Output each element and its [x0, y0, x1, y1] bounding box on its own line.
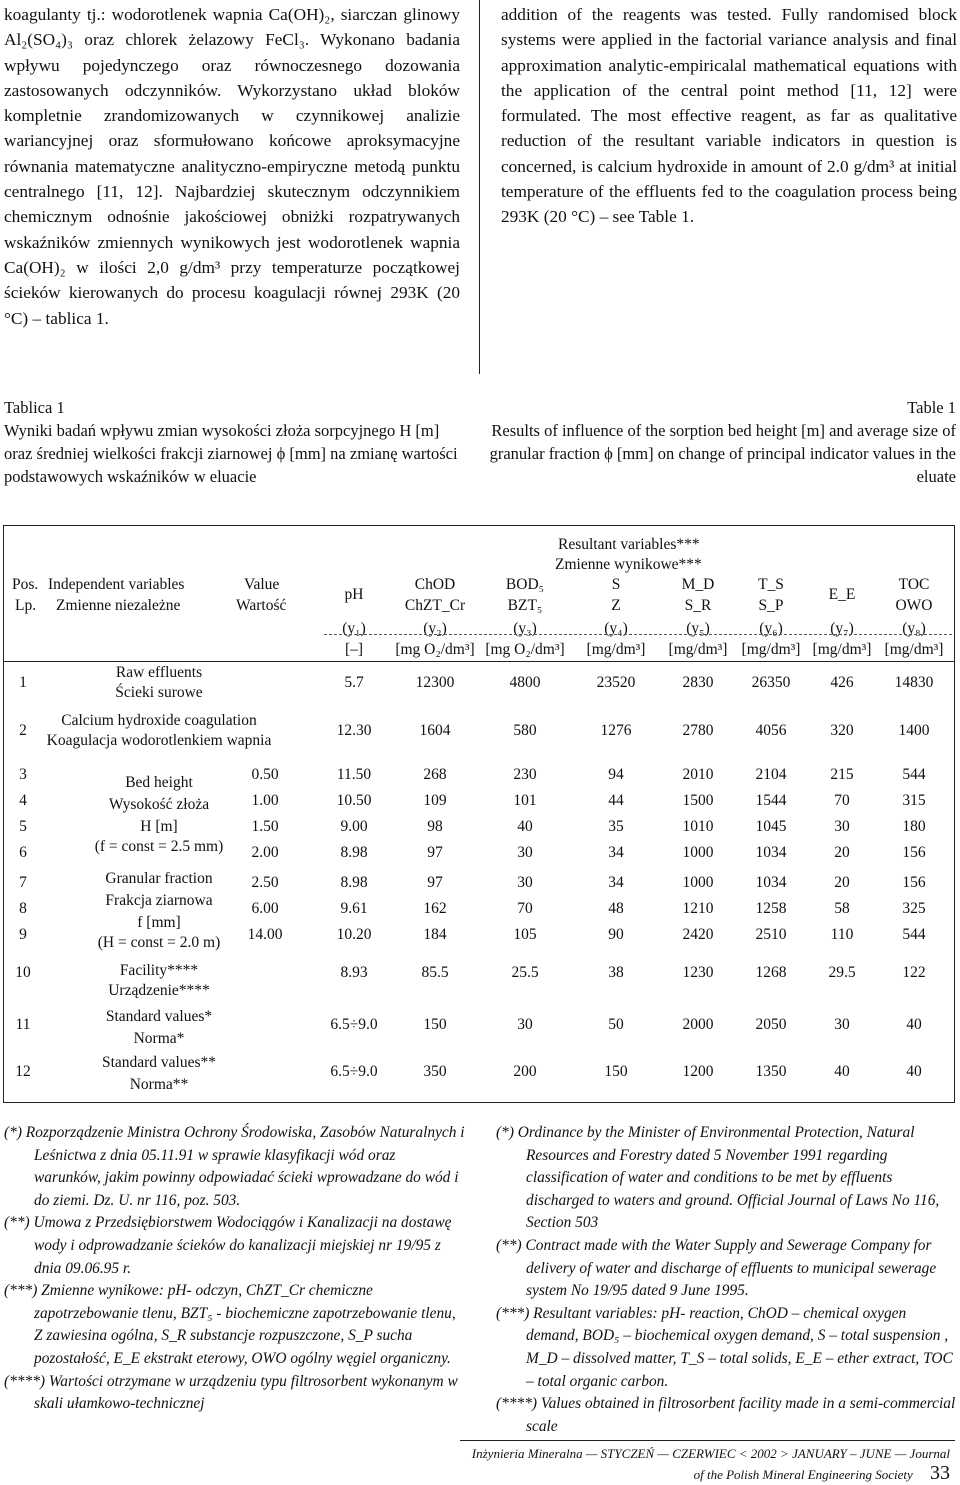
cell-value: 40	[834, 1063, 850, 1080]
cell-value: 2010	[682, 766, 714, 783]
caption-text: Results of influence of the sorption bed height [m] and average size of granular fraction ϕ [mm] on change of principal indicator values in the eluate	[489, 421, 956, 486]
cell-value: 325	[902, 900, 926, 917]
cell-value: 8.98	[340, 844, 368, 861]
group-label-line: Facility****	[119, 962, 199, 979]
group-label-line: Calcium hydroxide coagulation	[61, 712, 257, 729]
col-header-unit: [mg/dm³]	[586, 641, 646, 658]
col-header-en: pH	[344, 586, 364, 603]
column-divider	[479, 0, 480, 374]
group-label-line: f [mm]	[137, 914, 181, 931]
footnote: (*) Rozporządzenie Ministra Ochrony Środowiska, Zasobów Naturalnych i Leśnictwa z dnia 05.11.91 w sprawie klasyfikacji wód oraz warunków, jakim powinny odpowiadać ścieki wprowadzane do wód i do ziemi. Dz. U. nr 116, poz. 503.	[4, 1124, 465, 1209]
footnote: (****) Wartości otrzymane w urządzeniu typu filtrosorbent wykonanym w skali ułamkowo-technicznej	[4, 1372, 458, 1413]
col-header-pos: Pos.	[12, 576, 39, 593]
col-header-unit: [mg O₂/dm³]	[485, 641, 565, 658]
cell-value: 150	[423, 1016, 447, 1033]
col-header-y: (y₆)	[759, 620, 783, 637]
col-header-en: M_D	[681, 576, 715, 593]
col-header-pl: BZT₅	[507, 597, 543, 614]
cell-value: 230	[513, 766, 537, 783]
row-value: 6.00	[251, 900, 279, 917]
header-separator	[4, 661, 954, 662]
cell-value: 40	[906, 1063, 922, 1080]
col-header-pl: OWO	[895, 597, 933, 614]
cell-value: 1000	[682, 874, 714, 891]
cell-value: 50	[608, 1016, 624, 1033]
cell-value: 350	[423, 1063, 447, 1080]
row-value: 2.00	[251, 844, 279, 861]
row-pos: 7	[19, 874, 27, 891]
col-header-y: (y₁)	[342, 620, 366, 637]
cell-value: 35	[608, 818, 624, 835]
cell-value: 1350	[755, 1063, 787, 1080]
col-header-indep-en: Independent variables	[48, 576, 185, 593]
caption-label: Tablica 1	[4, 398, 65, 417]
group-label-line: Norma**	[129, 1076, 189, 1093]
cell-value: 40	[517, 818, 533, 835]
cell-value: 97	[427, 874, 443, 891]
cell-value: 11.50	[336, 766, 372, 783]
cell-value: 180	[902, 818, 926, 835]
col-header-y: (y₃)	[513, 620, 537, 637]
footnote: (***) Zmienne wynikowe: pH- odczyn, ChZT_Cr chemiczne zapotrzebowanie tlenu, BZT₅ - biochemiczne zapotrzebowanie tlenu, Z zawiesina ogólna, S_R substancje rozpuszczone, S_P sucha pozostałość, E_E ekstrakt eterowy, OWO ogólny węgiel organiczny.	[4, 1282, 456, 1367]
cell-value: 580	[513, 722, 537, 739]
col-header-pl: Z	[611, 597, 621, 614]
cell-value: 5.7	[344, 674, 364, 691]
col-header-en: ChOD	[414, 576, 456, 593]
col-header-unit: [mg/dm³]	[668, 641, 728, 658]
page-number: 33	[930, 1462, 950, 1484]
footnote: (***) Resultant variables: pH- reaction, ChOD – chemical oxygen demand, BOD₅ – biochemical oxygen demand, S – total suspension , M_D – dissolved matter, T_S – total solids, E_E – ether extract, TOC – total organic carbon.	[496, 1304, 953, 1390]
cell-value: 1258	[755, 900, 787, 917]
cell-value: 85.5	[421, 964, 449, 981]
cell-value: 1268	[755, 964, 787, 981]
results-table	[3, 525, 955, 1103]
cell-value: 90	[608, 926, 624, 943]
cell-value: 10.50	[336, 792, 372, 809]
caption-text: Wyniki badań wpływu zmian wysokości złoża sorpcyjnego H [m] oraz średniej wielkości frakcji ziarnowej ϕ [mm] na zmianę wartości podstawowych wskaźników w eluacie	[4, 421, 458, 486]
cell-value: 184	[423, 926, 447, 943]
col-header-en: S	[611, 576, 621, 593]
cell-value: 40	[906, 1016, 922, 1033]
row-value: 1.00	[251, 792, 279, 809]
row-pos: 9	[19, 926, 27, 943]
col-header-unit: [–]	[344, 641, 364, 658]
cell-value: 1000	[682, 844, 714, 861]
cell-value: 200	[513, 1063, 537, 1080]
group-label-line: Koagulacja wodorotlenkiem wapnia	[46, 732, 272, 749]
cell-value: 156	[902, 844, 926, 861]
cell-value: 94	[608, 766, 624, 783]
caption-label: Table 1	[907, 398, 956, 417]
cell-value: 1230	[682, 964, 714, 981]
header-resultant-en: Resultant variables***	[558, 536, 700, 553]
col-header-unit: [mg/dm³]	[812, 641, 872, 658]
table-caption-polish	[4, 396, 464, 488]
cell-value: 110	[830, 926, 854, 943]
cell-value: 1500	[682, 792, 714, 809]
group-label-line: (H = const = 2.0 m)	[97, 934, 221, 951]
cell-value: 9.00	[340, 818, 368, 835]
cell-value: 14830	[894, 674, 934, 691]
col-header-en: T_S	[758, 576, 784, 593]
group-label-line: Norma*	[133, 1030, 185, 1047]
cell-value: 44	[608, 792, 624, 809]
body-text-english: addition of the reagents was tested. Fully randomised block systems were applied in the factorial variance analysis and final approximation analytic-empiricalal mathematical equations with the application of the central point method [11, 12] were formulated. The most effective reagent, as far as qualitative reduction of the resultant variable indicators in question is concerned, is calcium hydroxide in amount of 2.0 g/dm³ at initial temperature of the effluents fed to the coagulation process being 293K (20 °C) – see Table 1.	[501, 5, 957, 227]
cell-value: 98	[427, 818, 443, 835]
cell-value: 156	[902, 874, 926, 891]
cell-value: 12300	[415, 674, 455, 691]
group-label-line: Frakcja ziarnowa	[105, 892, 213, 909]
cell-value: 2420	[682, 926, 714, 943]
cell-value: 30	[834, 818, 850, 835]
cell-value: 30	[834, 1016, 850, 1033]
col-header-y: (y₂)	[423, 620, 447, 637]
col-header-unit: [mg O₂/dm³]	[395, 641, 475, 658]
cell-value: 26350	[751, 674, 791, 691]
cell-value: 97	[427, 844, 443, 861]
cell-value: 4056	[755, 722, 787, 739]
group-label-line: Bed height	[125, 774, 193, 791]
footnote: (*) Ordinance by the Minister of Environmental Protection, Natural Resources and Forestry dated 5 November 1991 regarding classification of water and conditions to be met by effluents discharged to waters and ground. Official Journal of Laws No 116, Section 503	[496, 1124, 940, 1232]
cell-value: 1200	[682, 1063, 714, 1080]
cell-value: 6.5÷9.0	[330, 1016, 378, 1033]
cell-value: 1400	[898, 722, 930, 739]
col-header-unit: [mg/dm³]	[741, 641, 801, 658]
footnote: (**) Umowa z Przedsiębiorstwem Wodociągów i Kanalizacji na dostawę wody i odprowadzanie ścieków do kanalizacji miejskiej nr 19/95 z dnia 09.06.95 r.	[4, 1214, 452, 1277]
cell-value: 70	[834, 792, 850, 809]
cell-value: 1604	[419, 722, 451, 739]
cell-value: 315	[902, 792, 926, 809]
col-header-en: TOC	[898, 576, 930, 593]
cell-value: 2830	[682, 674, 714, 691]
row-pos: 5	[19, 818, 27, 835]
cell-value: 162	[423, 900, 447, 917]
cell-value: 426	[830, 674, 854, 691]
cell-value: 101	[513, 792, 537, 809]
cell-value: 1034	[755, 874, 787, 891]
row-pos: 8	[19, 900, 27, 917]
row-pos: 2	[19, 722, 27, 739]
cell-value: 1034	[755, 844, 787, 861]
cell-value: 20	[834, 844, 850, 861]
group-label-line: Standard values**	[101, 1054, 217, 1071]
cell-value: 2780	[682, 722, 714, 739]
group-label-line: Standard values*	[105, 1008, 213, 1025]
header-resultant-pl: Zmienne wynikowe***	[555, 556, 702, 573]
col-header-y: (y₈)	[902, 620, 926, 637]
row-pos: 10	[15, 964, 31, 981]
cell-value: 25.5	[511, 964, 539, 981]
cell-value: 29.5	[828, 964, 856, 981]
group-label-line: (f = const = 2.5 mm)	[94, 838, 224, 855]
cell-value: 30	[517, 844, 533, 861]
cell-value: 544	[902, 766, 926, 783]
col-header-y: (y₅)	[686, 620, 710, 637]
cell-value: 2104	[755, 766, 787, 783]
cell-value: 1045	[755, 818, 787, 835]
col-header-y: (y₇)	[830, 620, 854, 637]
cell-value: 1276	[600, 722, 632, 739]
row-value: 2.50	[251, 874, 279, 891]
cell-value: 12.30	[336, 722, 372, 739]
cell-value: 6.5÷9.0	[330, 1063, 378, 1080]
cell-value: 105	[513, 926, 537, 943]
cell-value: 30	[517, 1016, 533, 1033]
cell-value: 4800	[509, 674, 541, 691]
footnote: (**) Contract made with the Water Supply and Sewerage Company for delivery of water and discharge of effluents to municipal sewerage system No 19/95 dated 9 June 1995.	[496, 1236, 937, 1300]
col-header-pl: ChZT_Cr	[404, 597, 466, 614]
journal-line: Inżynieria Mineralna — STYCZEŃ — CZERWIEC < 2002 > JANUARY – JUNE — Journal of the Polish Mineral Engineering Society	[471, 1446, 950, 1482]
cell-value: 1544	[755, 792, 787, 809]
cell-value: 150	[604, 1063, 628, 1080]
row-value: 0.50	[251, 766, 279, 783]
group-label-line: Granular fraction	[105, 870, 213, 887]
col-header-en: E_E	[828, 586, 856, 603]
cell-value: 34	[608, 874, 624, 891]
col-header-y: (y₄)	[604, 620, 628, 637]
cell-value: 9.61	[340, 900, 368, 917]
row-pos: 3	[19, 766, 27, 783]
cell-value: 23520	[596, 674, 636, 691]
page-footer	[460, 1446, 950, 1485]
cell-value: 268	[423, 766, 447, 783]
footnotes-polish	[4, 1122, 466, 1416]
footnotes-english	[496, 1122, 958, 1438]
cell-value: 10.20	[336, 926, 372, 943]
cell-value: 8.98	[340, 874, 368, 891]
group-label-line: Urządzenie****	[108, 982, 210, 999]
group-label-line: Ścieki surowe	[115, 684, 203, 701]
col-header-en: BOD₅	[505, 576, 545, 593]
cell-value: 70	[517, 900, 533, 917]
footer-rule	[460, 1440, 955, 1441]
header-dashed-rule	[324, 634, 952, 635]
col-header-value-pl: Wartość	[236, 597, 287, 614]
col-header-lp: Lp.	[15, 597, 37, 614]
table-caption-english	[480, 396, 956, 488]
cell-value: 2510	[755, 926, 787, 943]
row-pos: 4	[19, 792, 27, 809]
cell-value: 2050	[755, 1016, 787, 1033]
col-header-value-en: Value	[244, 576, 280, 593]
col-header-pl: S_P	[758, 597, 784, 614]
cell-value: 1010	[682, 818, 714, 835]
cell-value: 58	[834, 900, 850, 917]
footnote: (****) Values obtained in filtrosorbent facility made in a semi-commercial scale	[496, 1395, 956, 1435]
cell-value: 30	[517, 874, 533, 891]
cell-value: 109	[423, 792, 447, 809]
row-value: 14.00	[247, 926, 283, 943]
cell-value: 20	[834, 874, 850, 891]
cell-value: 48	[608, 900, 624, 917]
row-pos: 11	[15, 1016, 31, 1033]
col-header-pl: S_R	[684, 597, 712, 614]
cell-value: 215	[830, 766, 854, 783]
row-pos: 6	[19, 844, 27, 861]
group-label-line: H [m]	[140, 818, 178, 835]
cell-value: 8.93	[340, 964, 368, 981]
group-label-line: Wysokość złoża	[108, 796, 210, 813]
row-pos: 12	[15, 1063, 31, 1080]
cell-value: 544	[902, 926, 926, 943]
cell-value: 1210	[682, 900, 714, 917]
cell-value: 122	[902, 964, 926, 981]
col-header-unit: [mg/dm³]	[884, 641, 944, 658]
row-pos: 1	[19, 674, 27, 691]
cell-value: 320	[830, 722, 854, 739]
body-text-polish: koagulanty tj.: wodorotlenek wapnia Ca(OH)₂, siarczan glinowy Al₂(SO₄)₃ oraz chlorek żelazowy FeCl₃. Wykonano badania wpływu pojedynczego oraz równoczesnego dozowania zastosowanych odczynników. Wykorzystano układ bloków kompletnie zrandomizowanych w czynnikowej analizie wariancyjnej oraz sformułowano końcowe aproksymacyjne równania matematyczne analityczno-empiryczne metodą punktu centralnego [11, 12]. Najbardziej skutecznym odczynnikiem chemicznym odnośnie jakościowej obniżki rozpatrywanych wskaźników zmiennych wynikowych jest wodorotlenek wapnia Ca(OH)₂ w ilości 2,0 g/dm³ przy temperaturze początkowej ścieków kierowanych do procesu koagulacji równej 293K (20 °C) – tablica 1.	[4, 5, 460, 328]
col-header-indep-pl: Zmienne niezależne	[56, 597, 181, 614]
cell-value: 2000	[682, 1016, 714, 1033]
cell-value: 38	[608, 964, 624, 981]
cell-value: 34	[608, 844, 624, 861]
row-value: 1.50	[251, 818, 279, 835]
group-label-line: Raw effluents	[115, 664, 203, 681]
